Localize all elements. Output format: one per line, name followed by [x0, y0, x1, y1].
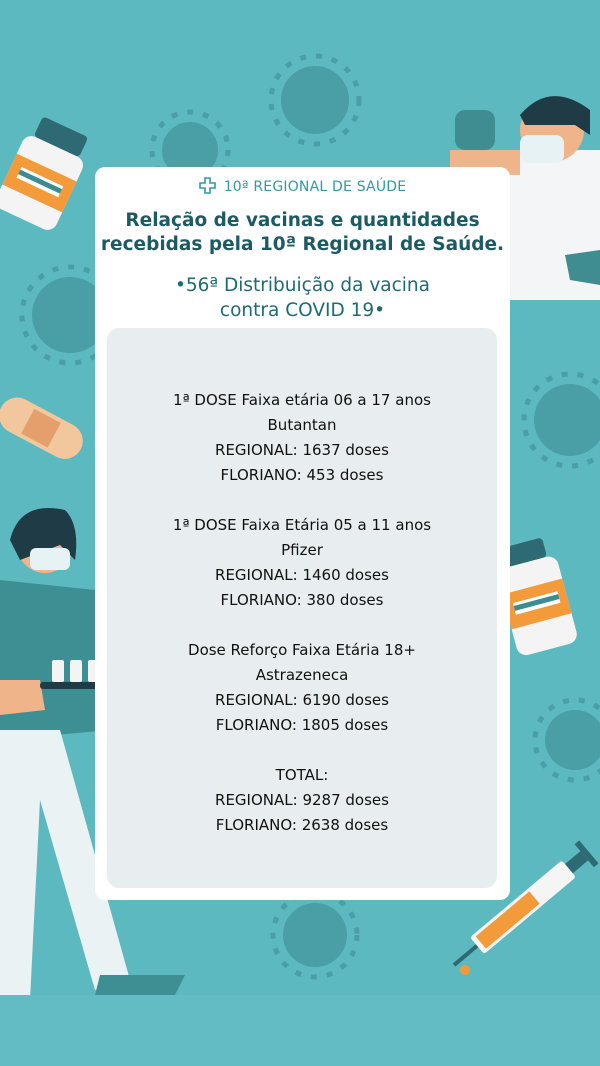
group-vaccine: Astrazeneca: [255, 666, 349, 684]
total-heading: TOTAL:: [275, 766, 329, 784]
page-title: [95, 209, 510, 257]
group-heading: Dose Reforço Faixa Etária 18+: [188, 641, 416, 659]
footer-band: [0, 995, 600, 1066]
subtitle-line-1: •56ª Distribuição da vacina: [174, 275, 430, 296]
info-card: [95, 167, 510, 900]
group-regional: REGIONAL: 6190 doses: [215, 691, 389, 709]
group-regional: REGIONAL: 1460 doses: [215, 566, 389, 584]
card-header: [95, 177, 510, 198]
drop-icon: [460, 965, 470, 975]
group-floriano: FLORIANO: 453 doses: [220, 466, 384, 484]
distribution-subtitle: [95, 273, 510, 323]
total-floriano: FLORIANO: 2638 doses: [215, 816, 389, 834]
virus-icon: [273, 893, 357, 977]
subtitle-line-2: contra COVID 19•: [219, 300, 386, 321]
virus-icon: [535, 700, 600, 780]
group-heading: 1ª DOSE Faixa etária 06 a 17 anos: [173, 391, 431, 409]
title-line-2: recebidas pela 10ª Regional de Saúde.: [100, 234, 505, 255]
virus-icon: [271, 56, 359, 144]
regional-label: 10ª REGIONAL DE SAÚDE: [223, 179, 407, 195]
bandage-icon: [0, 391, 89, 465]
medical-cross-icon: [199, 177, 216, 198]
title-line-1: Relação de vacinas e quantidades: [125, 210, 480, 231]
total-group: [107, 763, 497, 838]
group-floriano: FLORIANO: 1805 doses: [215, 716, 389, 734]
total-regional: REGIONAL: 9287 doses: [215, 791, 389, 809]
group-vaccine: Butantan: [267, 416, 337, 434]
virus-icon: [524, 374, 600, 466]
group-heading: 1ª DOSE Faixa Etária 05 a 11 anos: [172, 516, 432, 534]
vaccine-group: [107, 638, 497, 738]
vaccine-list-panel: [107, 328, 497, 888]
vaccine-bottle-icon: [0, 113, 96, 233]
vaccine-group: [107, 388, 497, 488]
vaccine-group: [107, 513, 497, 613]
group-floriano: FLORIANO: 380 doses: [220, 591, 384, 609]
group-regional: REGIONAL: 1637 doses: [215, 441, 389, 459]
group-vaccine: Pfizer: [281, 541, 323, 559]
